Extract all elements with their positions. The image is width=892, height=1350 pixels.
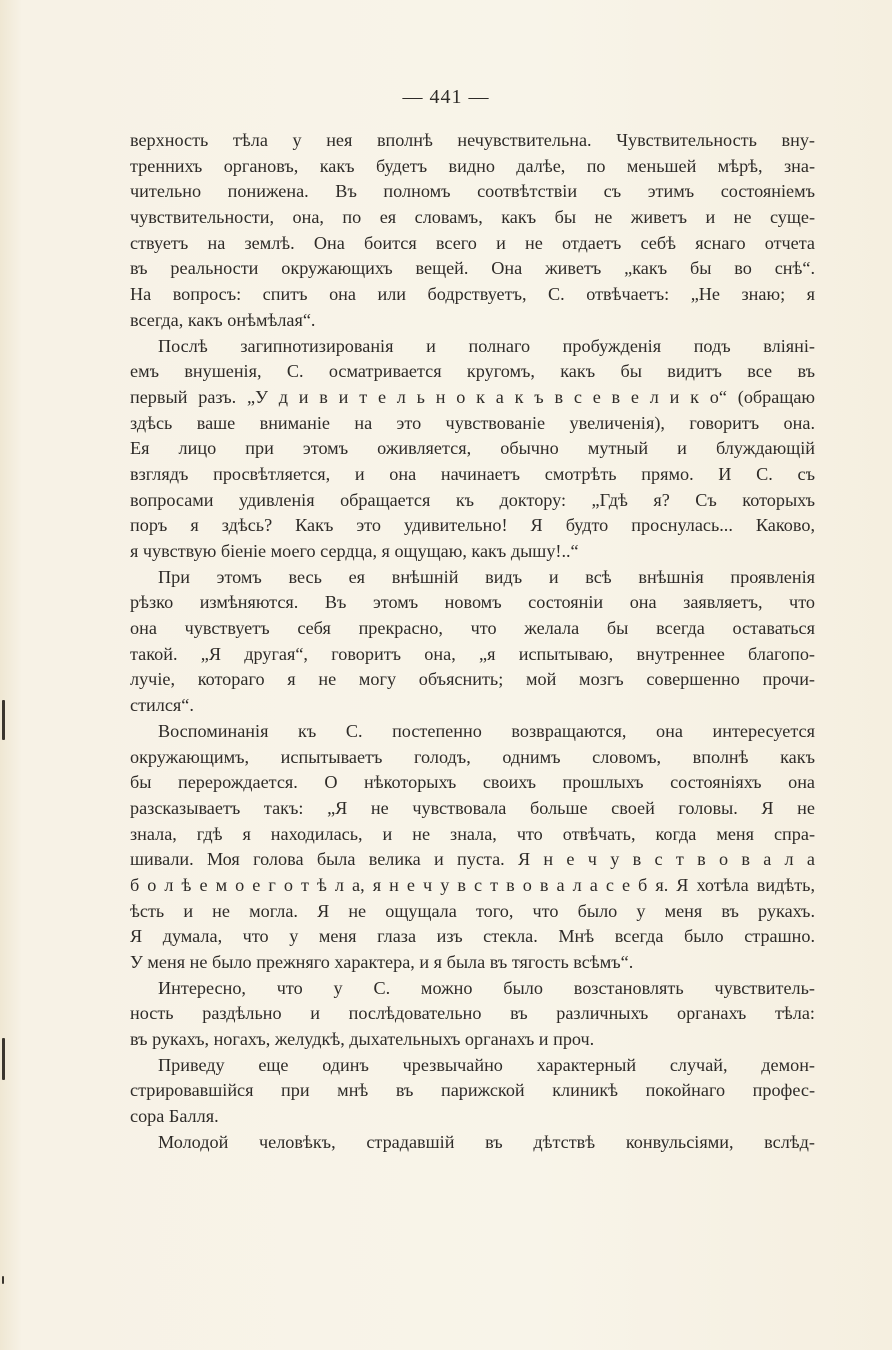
text-line: здѣсь ваше вниманіе на это чувствованіе увеличенія), говоритъ она. [130,412,815,433]
text-line: Воспоминанія къ С. постепенно возвращаются, она интересуется [158,720,815,741]
text-line: При этомъ весь ея внѣшній видъ и всѣ внѣшнія проявленія [158,566,815,587]
page-number: — 441 — [402,86,490,108]
text-line: въ реальности окружающихъ вещей. Она живетъ „какъ бы во снѣ“. [130,258,815,279]
text-line: сора Балля. [130,1106,219,1127]
text-line: Приведу еще одинъ чрезвычайно характерный случай, демон- [158,1054,815,1075]
text-line: шивали. Моя голова была велика и пуста. Я н е ч у в с т в о в а л а [130,849,815,870]
text-line: У меня не было прежняго характера, и я была въ тягость всѣмъ“. [130,952,634,972]
text-line: рѣзко измѣняются. Въ этомъ новомъ состояніи она заявляетъ, что [130,592,815,613]
body-text [130,128,815,1156]
text-line: поръ я здѣсь? Какъ это удивительно! Я будто проснулась... Каково, [130,515,815,536]
text-line: ствуетъ на землѣ. Она боится всего и не отдаетъ себѣ яснаго отчета [130,232,815,253]
text-line: разсказываетъ такъ: „Я не чувствовала больше своей головы. Я не [130,797,815,818]
text-line: верхность тѣла у нея вполнѣ нечувствительна. Чувствительность вну- [130,130,815,150]
text-line: первый разъ. „У д и в и т е л ь н о к а к ъ в с е в е л и к о“ (обращаю [130,386,815,407]
binding-edge-mark [2,1038,5,1080]
text-line: На вопросъ: спитъ она или бодрствуетъ, С. отвѣчаетъ: „Не знаю; я [130,284,815,305]
text-line: я чувствую біеніе моего сердца, я ощущаю, какъ дышу!..“ [130,541,579,561]
text-line: стился“. [130,695,194,716]
text-line: чувствительности, она, по ея словамъ, какъ бы не живетъ и не суще- [130,207,815,228]
text-line: Интересно, что у С. можно было возстановлять чувствитель- [158,977,815,998]
text-line: бы перерождается. О нѣкоторыхъ своихъ прошлыхъ состояніяхъ она [130,772,815,793]
text-line: ность раздѣльно и послѣдовательно въ различныхъ органахъ тѣла: [130,1003,815,1024]
text-line: Ея лицо при этомъ оживляется, обычно мутный и блуждающій [130,438,815,459]
text-line: окружающимъ, испытываетъ голодъ, однимъ словомъ, вполнѣ какъ [130,746,815,767]
binding-edge-mark [2,1276,4,1284]
text-line: знала, гдѣ я находилась, и не знала, что отвѣчать, когда меня спра- [130,823,815,844]
text-line: емъ внушенія, С. осматривается кругомъ, какъ бы видитъ все въ [130,361,815,382]
text-line: стрировавшійся при мнѣ въ парижской клиникѣ покойнаго профес- [130,1080,815,1101]
text-line: вопросами удивленія обращается къ доктору: „Гдѣ я? Съ которыхъ [130,489,815,510]
binding-edge-mark [2,700,5,740]
text-line: Я думала, что у меня глаза изъ стекла. Мнѣ всегда было страшно. [130,926,815,947]
text-line: Молодой человѣкъ, страдавшій въ дѣтствѣ конвульсіями, вслѣд- [158,1131,815,1152]
text-line: взглядъ просвѣтляется, и она начинаетъ смотрѣть прямо. И С. съ [130,463,815,484]
text-line: б о л ѣ е м о е г о т ѣ л а, я н е ч у в с т в о в а л а с е б я. Я хотѣла видѣть, [130,874,815,895]
text-line: всегда, какъ онѣмѣлая“. [130,309,316,330]
text-line: ѣсть и не могла. Я не ощущала того, что было у меня въ рукахъ. [130,900,815,921]
text-line: въ рукахъ, ногахъ, желудкѣ, дыхательныхъ органахъ и проч. [130,1029,595,1050]
text-line: такой. „Я другая“, говоритъ она, „я испытываю, внутреннее благопо- [130,643,815,664]
text-line: треннихъ органовъ, какъ будетъ видно далѣе, по меньшей мѣрѣ, зна- [130,155,815,176]
text-line: Послѣ загипнотизированія и полнаго пробужденія подъ вліяні- [158,335,815,356]
text-line: лучіе, котораго я не могу объяснить; мой мозгъ совершенно прочи- [130,669,815,690]
text-line: она чувствуетъ себя прекрасно, что желала бы всегда оставаться [130,618,815,639]
text-line: чительно понижена. Въ полномъ соотвѣтствіи съ этимъ состояніемъ [130,181,815,202]
